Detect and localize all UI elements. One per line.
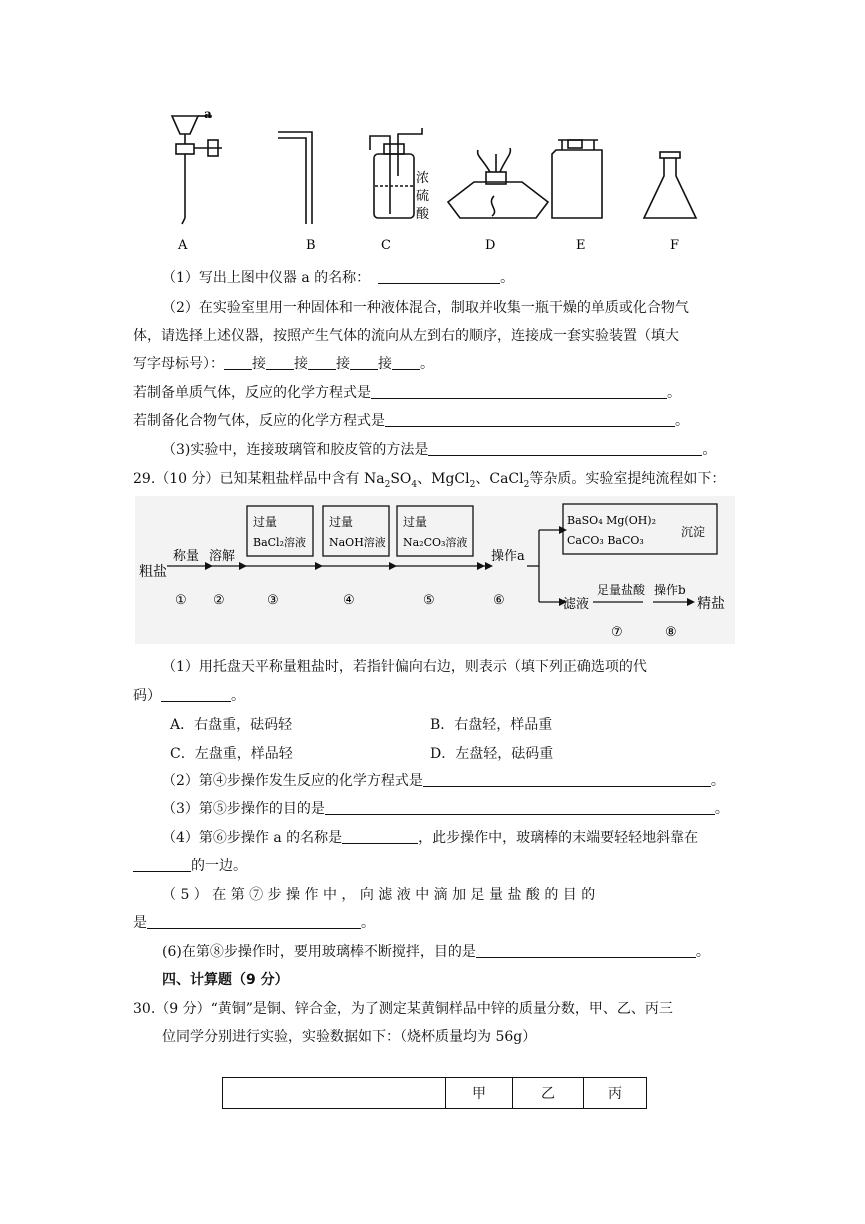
answer-blank[interactable] [161, 687, 231, 702]
conc-acid-label-3: 酸 [416, 207, 430, 222]
operation-b-label: 操作b [654, 583, 686, 597]
step-num-3: ③ [267, 593, 279, 608]
q29-part3: （3）第⑤步操作的目的是 。 [162, 801, 729, 817]
purification-flow-diagram [135, 496, 735, 644]
apparatus-label-e: E [576, 238, 586, 253]
apparatus-label-b: B [306, 238, 316, 253]
option-b[interactable]: B．右盘轻，样品重 [430, 717, 553, 733]
step-num-6: ⑥ [493, 593, 505, 608]
gas-collecting-bottle-icon [552, 140, 602, 218]
q28-part1: （1）写出上图中仪器 a 的名称： 。 [162, 270, 515, 286]
q29-part1-line1: （1）用托盘天平称量粗盐时，若指针偏向右边，则表示（填下列正确选项的代 [162, 659, 647, 675]
answer-blank[interactable] [147, 914, 361, 929]
option-c[interactable]: C．左盘重，样品轻 [170, 746, 293, 762]
precipitate-line2: CaCO₃ BaCO₃ [567, 534, 644, 547]
dissolve-label: 溶解 [209, 549, 236, 564]
answer-blank[interactable] [423, 772, 711, 787]
bent-glass-tube-icon [278, 132, 312, 224]
bacl2-solution: BaCl₂溶液 [253, 536, 306, 549]
alcohol-lamp-icon [448, 148, 548, 218]
answer-blank[interactable] [350, 355, 378, 370]
step-num-1: ① [175, 593, 187, 608]
step-num-8: ⑧ [665, 625, 677, 640]
q28-single-equation: 若制备单质气体，反应的化学方程式是 。 [133, 385, 681, 401]
apparatus-label-d: D [485, 238, 496, 253]
table-header-cell: 丙 [584, 1078, 647, 1109]
precipitate-label: 沉淀 [681, 525, 706, 539]
q29-part4: （4）第⑥步操作 a 的名称是 ，此步操作中，玻璃棒的末端要轻轻地斜靠在 [162, 830, 699, 846]
answer-blank[interactable] [224, 355, 252, 370]
weigh-label: 称量 [173, 549, 200, 564]
step-num-2: ② [213, 593, 225, 608]
section-title: 四、计算题（9 分） [162, 972, 289, 988]
conc-acid-label-2: 硫 [416, 189, 430, 204]
answer-blank[interactable] [308, 355, 336, 370]
answer-blank[interactable] [371, 384, 667, 399]
q29-part1-line2: 码） 。 [133, 688, 245, 704]
naoh-solution: NaOH溶液 [329, 536, 386, 549]
q29-part4-line2: 的一边。 [133, 856, 247, 876]
answer-blank[interactable] [133, 857, 191, 872]
answer-blank[interactable] [392, 355, 420, 370]
apparatus-figure [160, 106, 705, 256]
bacl2-excess: 过量 [253, 515, 278, 529]
experiment-data-table [222, 1077, 647, 1109]
naoh-excess: 过量 [329, 515, 354, 529]
table-row [223, 1078, 647, 1109]
apparatus-label-c: C [381, 238, 391, 253]
answer-blank[interactable] [342, 829, 418, 844]
q30-line2: 位同学分别进行实验，实验数据如下：（烧杯质量均为 56g） [162, 1029, 537, 1045]
table-header-cell: 甲 [446, 1078, 513, 1109]
gas-washing-bottle-icon [370, 128, 422, 218]
step-num-4: ④ [343, 593, 355, 608]
q29-header: 29.（10 分）已知某粗盐样品中含有 $Na_2SO_4$、MgCl$_2$、CaCl$_2$等杂质。实验室提纯流程如下： [133, 471, 726, 490]
filtrate-label: 滤液 [563, 597, 590, 612]
step-num-5: ⑤ [423, 593, 435, 608]
operation-a-label: 操作a [491, 549, 525, 564]
option-d[interactable]: D．左盘轻，砝码重 [430, 746, 554, 762]
conc-acid-label-1: 浓 [416, 171, 430, 186]
q28-part2-line1: （2）在实验室里用一种固体和一种液体混合，制取并收集一瓶干燥的单质或化合物气 [162, 300, 689, 316]
q30-line1: 30.（9 分）“黄铜”是铜、锌合金，为了测定某黄铜样品中锌的质量分数，甲、乙、丙三 [133, 1001, 673, 1017]
answer-blank[interactable] [428, 441, 702, 456]
q28-part2-line2: 体，请选择上述仪器，按照产生气体的流向从左到右的顺序，连接成一套实验装置（填大 [133, 328, 679, 344]
step-num-7: ⑦ [611, 625, 623, 640]
answer-blank[interactable] [325, 800, 715, 815]
q29-part5-line2: 是 。 [133, 915, 375, 931]
separatory-funnel-icon [172, 116, 222, 224]
pointer-a-label: a [204, 107, 212, 121]
q28-part3: （3)实验中，连接玻璃管和胶皮管的方法是 。 [162, 442, 717, 458]
conical-flask-icon [644, 152, 696, 218]
apparatus-label-f: F [670, 238, 680, 253]
answer-blank[interactable] [266, 355, 294, 370]
precipitate-line1: BaSO₄ Mg(OH)₂ [567, 514, 657, 527]
refined-salt-label: 精盐 [697, 596, 725, 612]
answer-blank[interactable] [385, 412, 675, 427]
q29-part6: (6)在第⑧步操作时，要用玻璃棒不断搅拌，目的是 。 [162, 944, 710, 960]
table-header-cell: 乙 [513, 1078, 584, 1109]
na2co3-excess: 过量 [403, 515, 428, 529]
hydrochloric-acid-label: 足量盐酸 [597, 583, 646, 597]
na2co3-solution: Na₂CO₃溶液 [403, 536, 468, 549]
q28-compound-equation: 若制备化合物气体，反应的化学方程式是 。 [133, 413, 689, 429]
q29-part5-line1: （ 5 ） 在 第 ⑦ 步 操 作 中 ， 向 滤 液 中 滴 加 足 量 盐 酸 的 目 的 [162, 887, 596, 903]
answer-blank[interactable] [476, 943, 696, 958]
q29-part2: （2）第④步操作发生反应的化学方程式是 。 [162, 773, 725, 789]
q28-part2-line3: 写字母标号）： 接 接 接 接 。 [133, 356, 434, 372]
answer-blank[interactable] [378, 269, 500, 284]
apparatus-label-a: A [178, 238, 188, 253]
crude-salt-label: 粗盐 [139, 564, 167, 580]
table-header-cell [223, 1078, 446, 1109]
option-a[interactable]: A．右盘重，砝码轻 [170, 717, 293, 733]
